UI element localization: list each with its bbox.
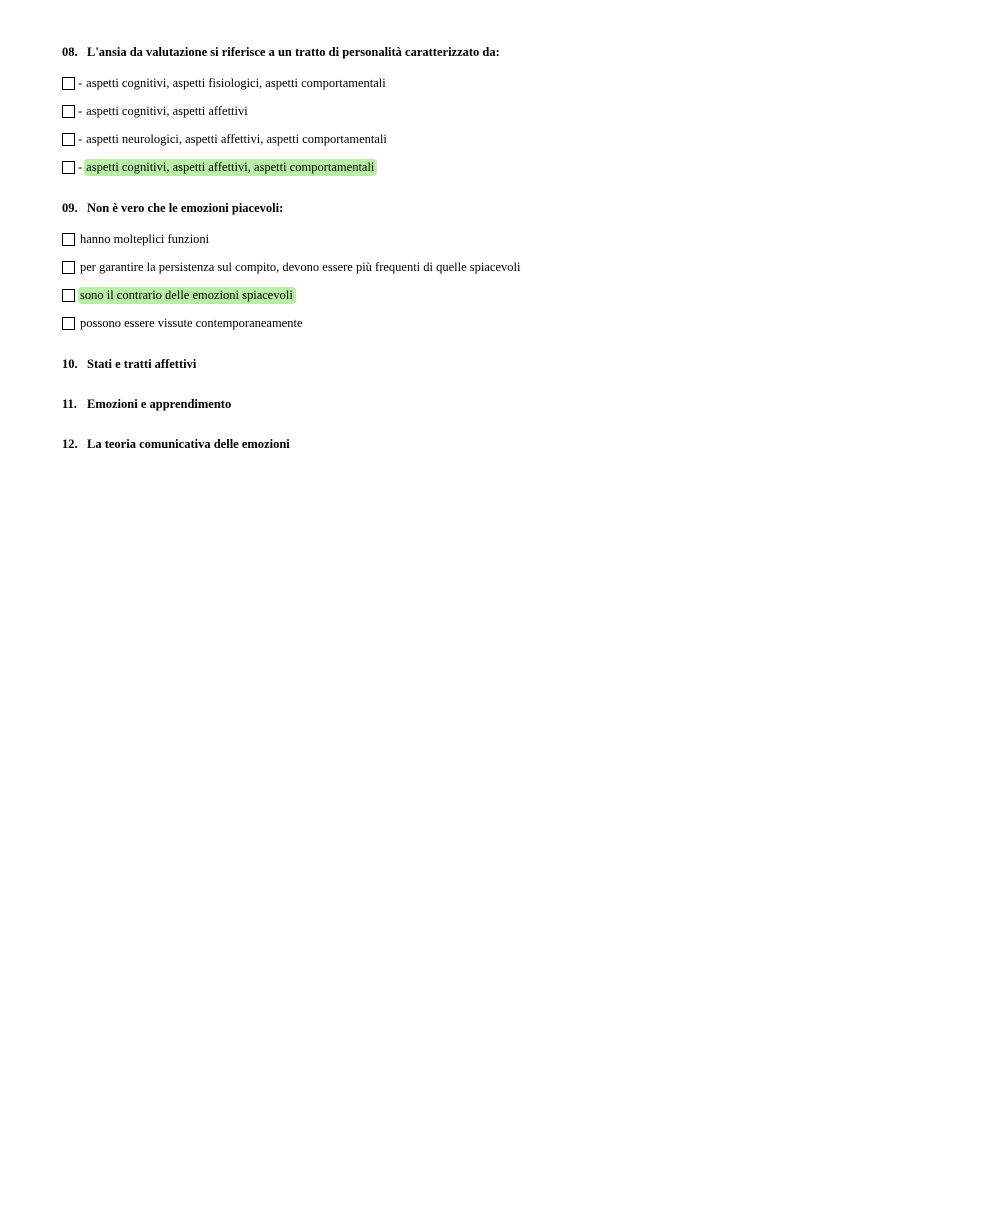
question-text: La teoria comunicativa delle emozioni — [87, 437, 290, 451]
answer-checkbox[interactable] — [62, 105, 75, 118]
question-text: L'ansia da valutazione si riferisce a un tratto di personalità caratterizzato da: — [87, 45, 500, 59]
question-number: 12. — [62, 437, 78, 451]
answer-checkbox[interactable] — [62, 261, 75, 274]
question-title — [62, 44, 962, 60]
answer-option-correct[interactable] — [62, 281, 962, 309]
answer-checkbox[interactable] — [62, 77, 75, 90]
question-10 — [62, 356, 962, 372]
option-text: possono essere vissute contemporaneamente — [80, 315, 303, 330]
answer-checkbox[interactable] — [62, 161, 75, 174]
question-text: Emozioni e apprendimento — [87, 397, 232, 411]
option-text: aspetti cognitivi, aspetti fisiologici, aspetti comportamentali — [86, 75, 386, 90]
question-title — [62, 200, 962, 216]
answer-option[interactable] — [62, 309, 962, 337]
question-title — [62, 356, 962, 372]
question-title — [62, 436, 962, 452]
answer-checkbox[interactable] — [62, 233, 75, 246]
answer-checkbox[interactable] — [62, 289, 75, 302]
option-prefix: - — [78, 131, 83, 146]
question-number: 08. — [62, 45, 78, 59]
question-number: 10. — [62, 357, 78, 371]
answer-option[interactable] — [62, 225, 962, 253]
answer-option[interactable] — [62, 125, 962, 153]
answer-option[interactable] — [62, 253, 962, 281]
answer-options — [62, 69, 962, 181]
option-text: aspetti neurologici, aspetti affettivi, aspetti comportamentali — [86, 131, 387, 146]
question-number: 09. — [62, 201, 78, 215]
question-number: 11. — [62, 397, 77, 411]
option-text: per garantire la persistenza sul compito, devono essere più frequenti di quelle spiacevoli — [80, 259, 521, 274]
question-12 — [62, 436, 962, 452]
option-prefix: - — [78, 103, 83, 118]
answer-option-correct[interactable] — [62, 153, 962, 181]
quiz-page — [62, 44, 962, 476]
answer-options — [62, 225, 962, 337]
answer-option[interactable] — [62, 97, 962, 125]
question-09 — [62, 200, 962, 337]
option-text: hanno molteplici funzioni — [80, 231, 210, 246]
option-prefix: - — [78, 75, 83, 90]
option-text-highlighted: sono il contrario delle emozioni spiacevoli — [78, 287, 296, 304]
answer-checkbox[interactable] — [62, 133, 75, 146]
question-11 — [62, 396, 962, 412]
option-text-highlighted: aspetti cognitivi, aspetti affettivi, aspetti comportamentali — [84, 159, 377, 176]
question-text: Non è vero che le emozioni piacevoli: — [87, 201, 284, 215]
question-08 — [62, 44, 962, 181]
answer-checkbox[interactable] — [62, 317, 75, 330]
question-text: Stati e tratti affettivi — [87, 357, 197, 371]
option-prefix: - — [78, 159, 83, 174]
answer-option[interactable] — [62, 69, 962, 97]
option-text: aspetti cognitivi, aspetti affettivi — [86, 103, 248, 118]
question-title — [62, 396, 962, 412]
